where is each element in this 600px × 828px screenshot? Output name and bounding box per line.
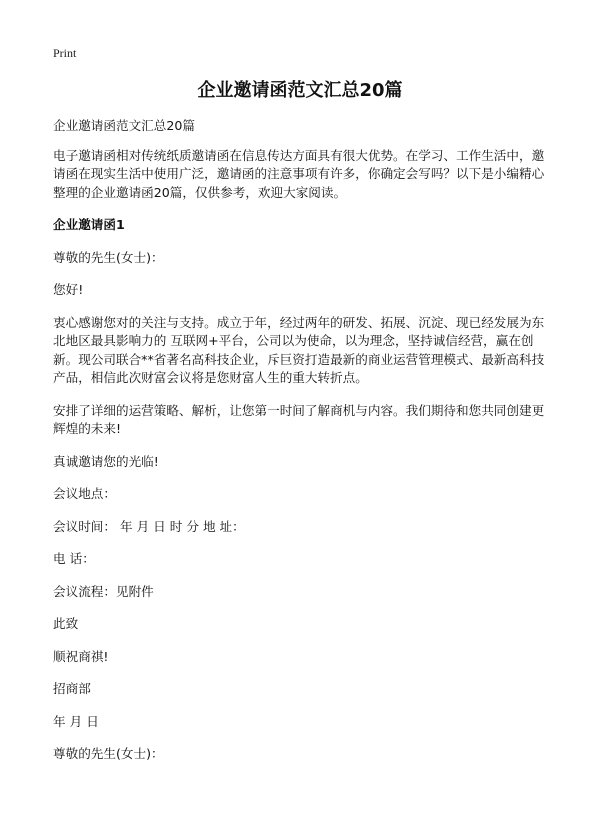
section-heading: 企业邀请函1	[53, 217, 125, 232]
process-line: 会议流程：见附件	[53, 583, 154, 599]
print-link[interactable]: Print	[53, 46, 77, 60]
body-paragraph-2: 安排了详细的运营策略、解析，让您第一时间了解商机与内容。我们期待和您共同创建更辉煌的未来!	[53, 402, 545, 436]
salutation: 尊敬的先生(女士)：	[53, 249, 164, 265]
venue-line: 会议地点：	[53, 486, 116, 501]
closing-line-1: 此致	[53, 616, 79, 631]
document-title: 企业邀请函范文汇总20篇	[197, 80, 403, 101]
intro-paragraph: 电子邀请函相对传统纸质邀请函在信息传达方面具有很大优势。在学习、工作生活中，邀请函在现实生活中使用广泛，邀请函的注意事项有许多，你确定会写吗？以下是小编精心整理的企业邀请函20篇，仅供参考，欢迎大家阅读。	[53, 147, 545, 200]
signature-line: 招商部	[53, 681, 91, 696]
invite-line: 真诚邀请您的光临!	[53, 453, 159, 469]
salutation-2: 尊敬的先生(女士)：	[53, 746, 164, 761]
phone-line: 电 话：	[53, 551, 95, 566]
closing-line-2: 顺祝商祺!	[53, 648, 109, 664]
time-line: 会议时间： 年 月 日 时 分 地 址：	[53, 518, 245, 534]
greeting: 您好!	[53, 282, 84, 297]
date-line: 年 月 日	[53, 713, 99, 729]
body-paragraph-1: 衷心感谢您对的关注与支持。成立于年，经过两年的研发、拓展、沉淀、现已经发展为东北地区最具影响力的 互联网+平台，公司以为使命，以为理念，坚持诚信经营，赢在创新。现公司联合**省著名高科技企业，斥巨资打造最新的商业运营管理模式、最新高科技产品，相信此次财富会议将是您财富人生的重大转折点。	[53, 314, 545, 385]
document-subtitle: 企业邀请函范文汇总20篇	[53, 118, 195, 133]
document-body	[53, 117, 553, 778]
